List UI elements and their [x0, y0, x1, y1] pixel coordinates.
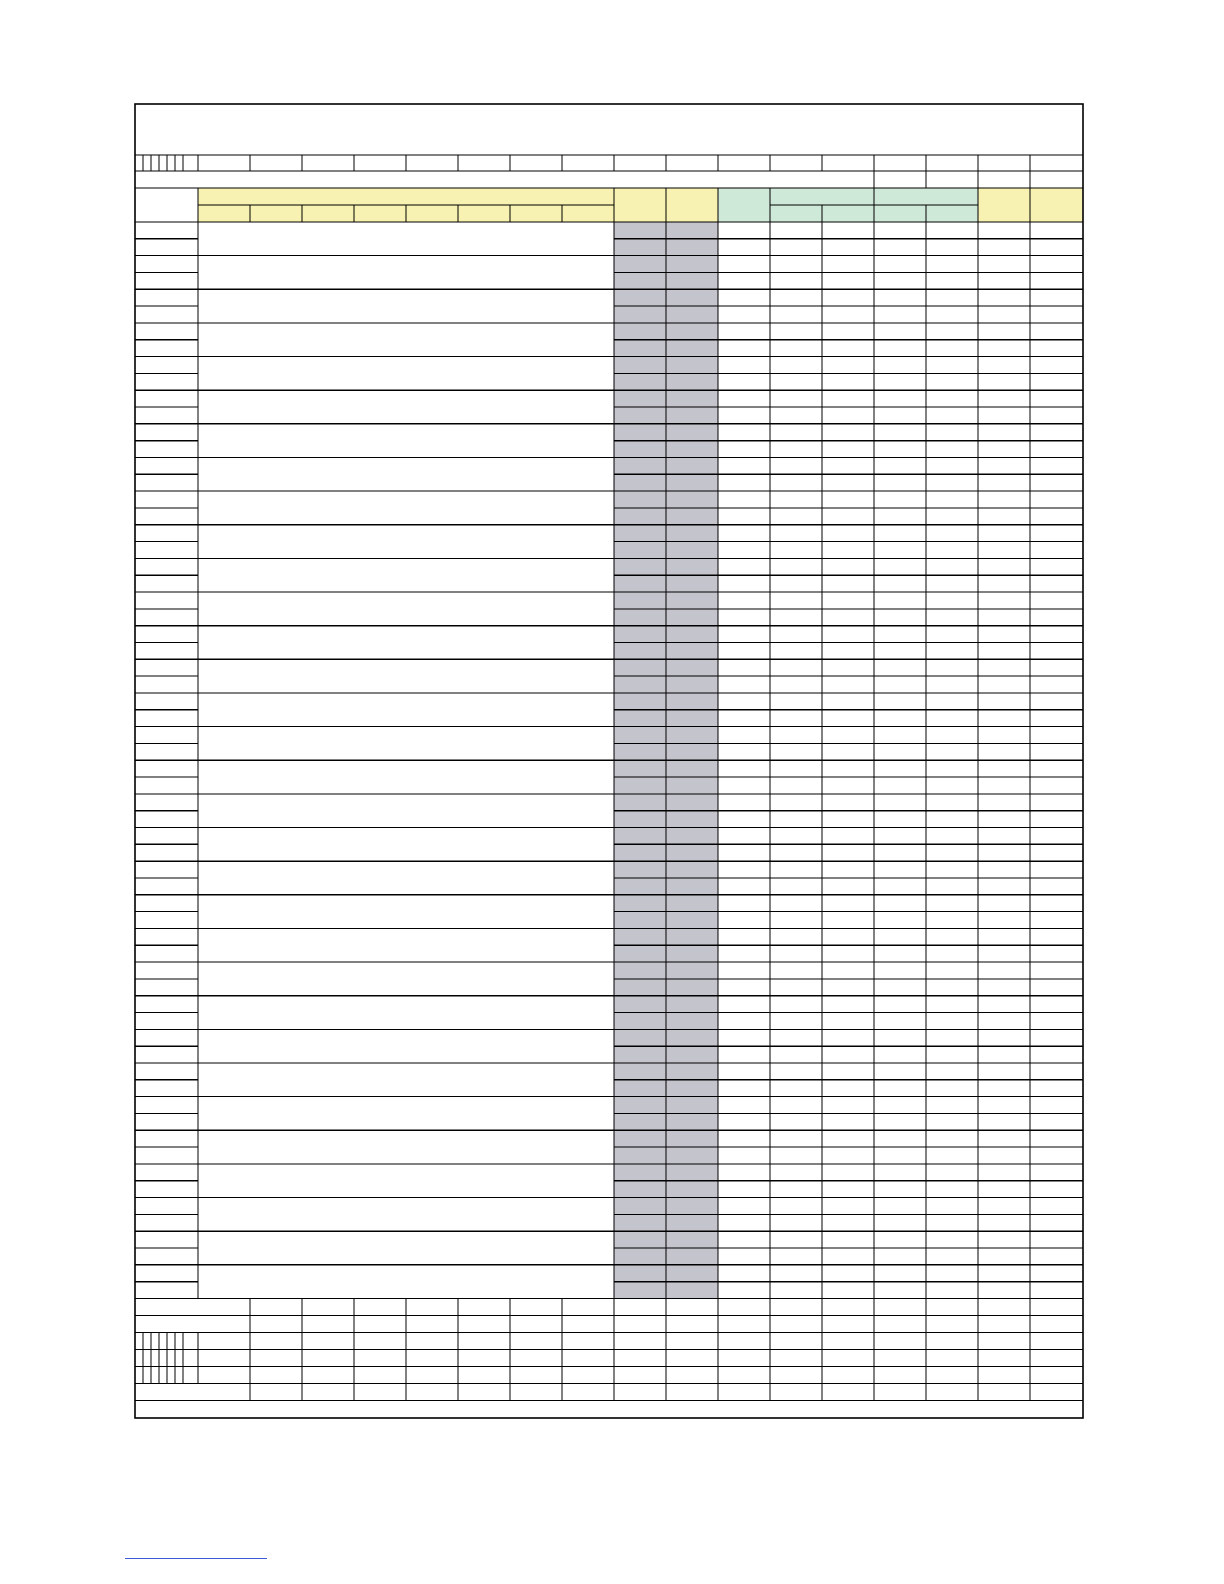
grid-lines — [135, 155, 1083, 1400]
footer-link[interactable] — [125, 1558, 267, 1559]
form-outer-border — [135, 104, 1083, 1418]
